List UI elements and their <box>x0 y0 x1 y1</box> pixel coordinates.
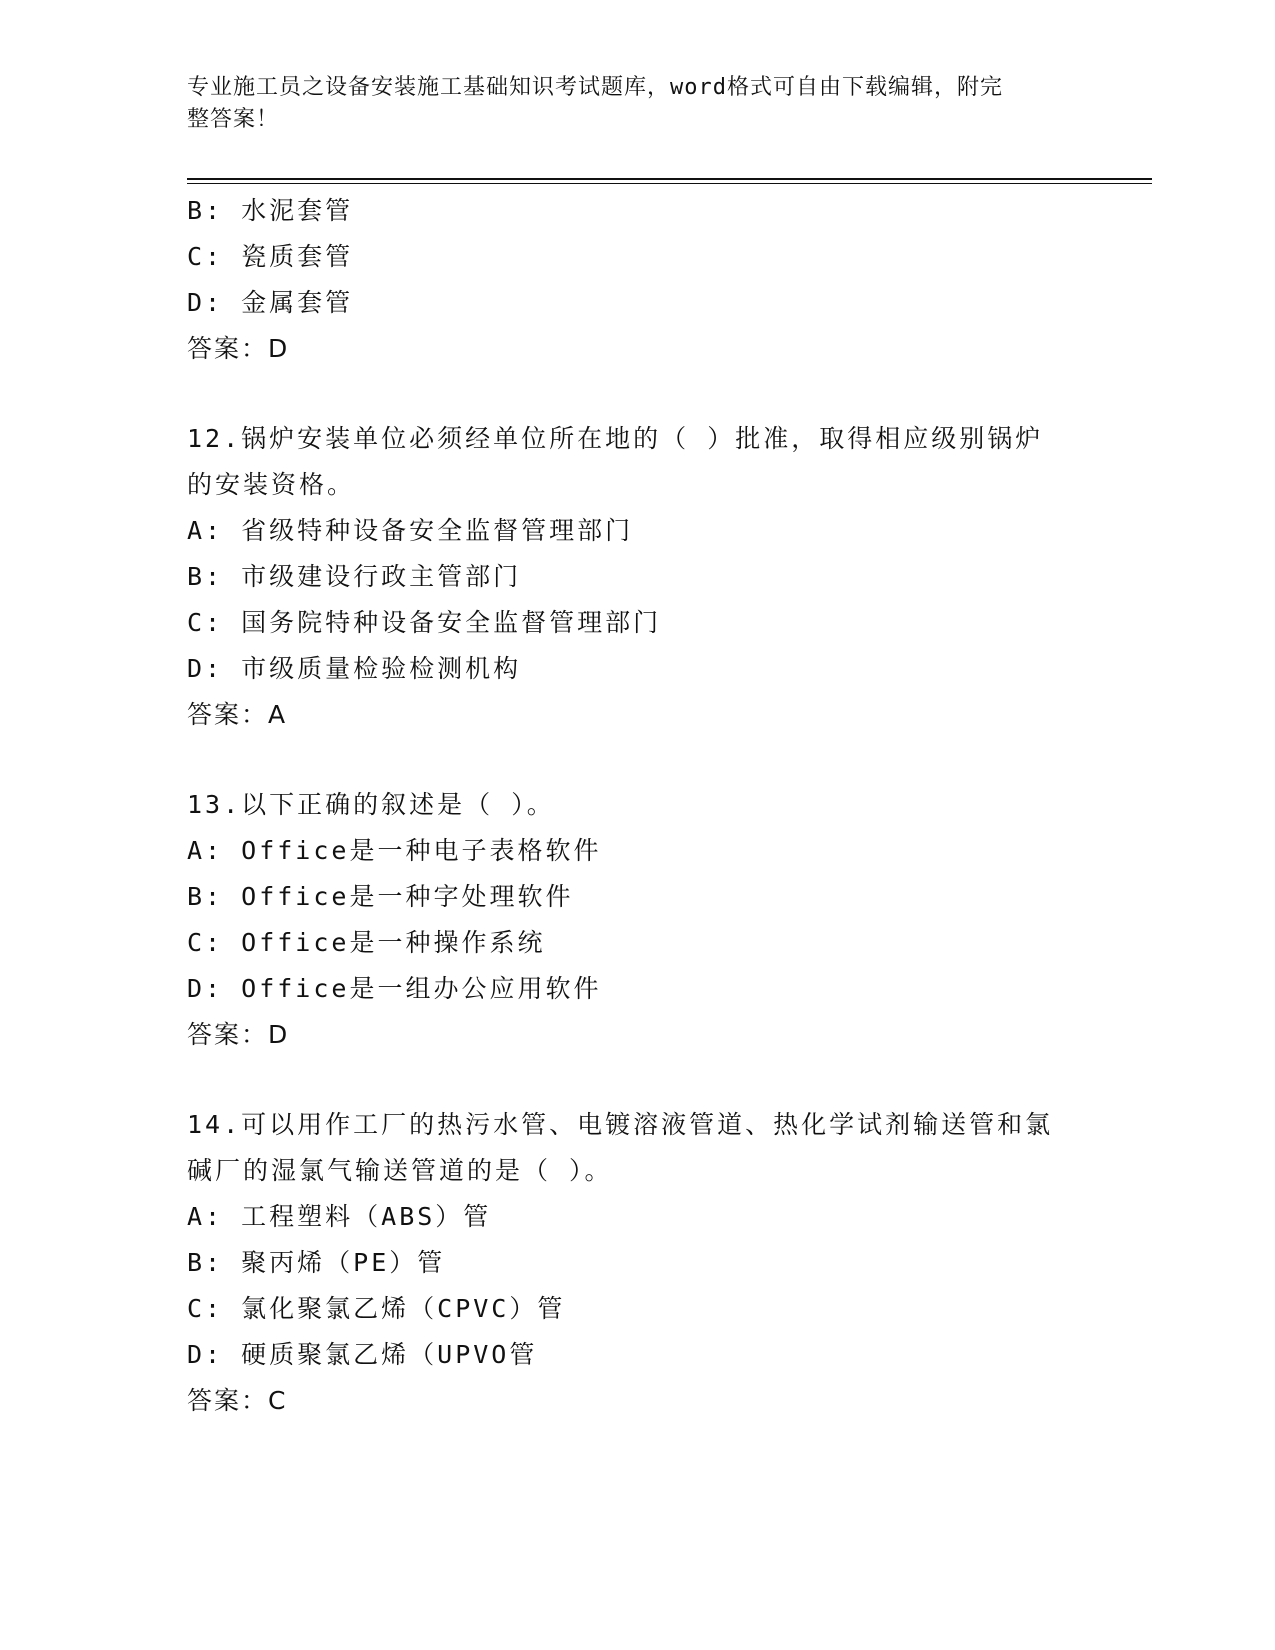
option-d: D: 金属套管 <box>187 288 354 317</box>
option-a: A: Office是一种电子表格软件 <box>187 836 602 865</box>
option-d: D: Office是一组办公应用软件 <box>187 974 602 1003</box>
question-spacer <box>187 738 1087 782</box>
option-b: B: 市级建设行政主管部门 <box>187 562 522 591</box>
option-c: C: 国务院特种设备安全监督管理部门 <box>187 608 662 637</box>
option-a: A: 省级特种设备安全监督管理部门 <box>187 516 634 545</box>
question-13 <box>187 782 1087 1058</box>
document-header <box>187 72 1067 136</box>
option-c: C: Office是一种操作系统 <box>187 928 546 957</box>
option-d: D: 市级质量检验检测机构 <box>187 654 522 683</box>
question-stem: 12.锅炉安装单位必须经单位所在地的（ ）批准，取得相应级别锅炉 <box>187 424 1044 453</box>
question-stem-continued: 的安装资格。 <box>187 470 356 499</box>
question-stem: 14.可以用作工厂的热污水管、电镀溶液管道、热化学试剂输送管和氯 <box>187 1110 1054 1139</box>
question-list <box>187 188 1087 1424</box>
header-line-2: 整答案！ <box>187 107 280 132</box>
header-divider-thick <box>187 178 1152 180</box>
answer-text: 答案：A <box>187 700 288 729</box>
question-spacer <box>187 372 1087 416</box>
question-14 <box>187 1102 1087 1424</box>
option-c: C: 氯化聚氯乙烯（CPVC）管 <box>187 1294 566 1323</box>
answer-text: 答案：C <box>187 1386 288 1415</box>
option-a: A: 工程塑料（ABS）管 <box>187 1202 492 1231</box>
header-line-1: 专业施工员之设备安装施工基础知识考试题库，word格式可自由下载编辑，附完 <box>187 75 1003 100</box>
header-divider-thin <box>187 183 1152 184</box>
option-b: B: 水泥套管 <box>187 196 354 225</box>
answer-text: 答案：D <box>187 334 290 363</box>
question-spacer <box>187 1058 1087 1102</box>
option-c: C: 瓷质套管 <box>187 242 354 271</box>
question-12 <box>187 416 1087 738</box>
question-11 <box>187 188 1087 372</box>
option-d: D: 硬质聚氯乙烯（UPVO管 <box>187 1340 538 1369</box>
option-b: B: 聚丙烯（PE）管 <box>187 1248 446 1277</box>
question-stem-continued: 碱厂的湿氯气输送管道的是（ ）。 <box>187 1156 613 1185</box>
question-stem: 13.以下正确的叙述是（ ）。 <box>187 790 555 819</box>
option-b: B: Office是一种字处理软件 <box>187 882 574 911</box>
answer-text: 答案：D <box>187 1020 290 1049</box>
